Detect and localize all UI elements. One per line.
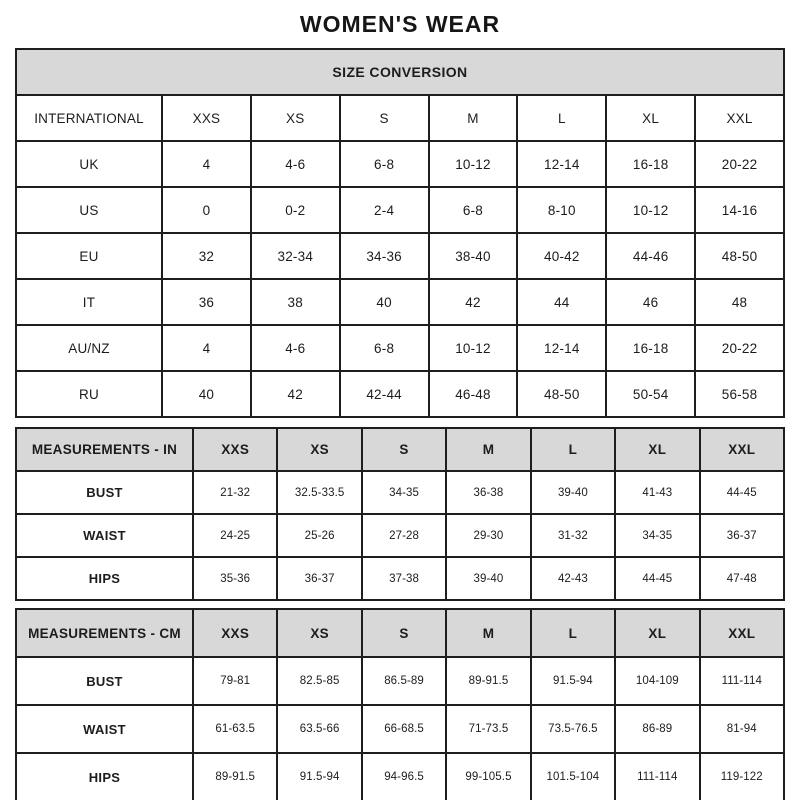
size-conversion-body [16,49,784,417]
value-cell: 4-6 [251,325,340,371]
size-conversion-table [15,48,785,418]
table-row [16,705,784,753]
value-cell: 86.5-89 [362,657,446,705]
row-label-cell: WAIST [16,705,193,753]
measure-header-row [16,428,784,471]
row-label-cell: HIPS [16,557,193,600]
table-header-row [16,49,784,95]
value-cell: 10-12 [429,141,518,187]
value-cell: 101.5-104 [531,753,615,800]
size-header-cell: M [446,428,530,471]
value-cell: 104-109 [615,657,699,705]
row-label-cell: RU [16,371,162,417]
value-cell: 38-40 [429,233,518,279]
value-cell: 39-40 [446,557,530,600]
value-cell: 8-10 [517,187,606,233]
value-cell: 42 [251,371,340,417]
value-cell: 42-44 [340,371,429,417]
value-cell: 99-105.5 [446,753,530,800]
value-cell: 47-48 [700,557,784,600]
value-cell: 25-26 [277,514,361,557]
size-header-cell: XL [615,609,699,657]
value-cell: 39-40 [531,471,615,514]
measure-header-row [16,609,784,657]
value-cell: 12-14 [517,325,606,371]
table-row [16,514,784,557]
value-cell: 29-30 [446,514,530,557]
value-cell: 12-14 [517,141,606,187]
size-column-header-cell: L [517,95,606,141]
value-cell: 61-63.5 [193,705,277,753]
size-column-header-cell: S [340,95,429,141]
measurements-cm-table [15,608,785,800]
value-cell: 41-43 [615,471,699,514]
value-cell: 86-89 [615,705,699,753]
value-cell: 94-96.5 [362,753,446,800]
value-cell: 4-6 [251,141,340,187]
row-label-cell: HIPS [16,753,193,800]
value-cell: 40 [162,371,251,417]
value-cell: 44-46 [606,233,695,279]
value-cell: 48 [695,279,784,325]
value-cell: 44-45 [615,557,699,600]
value-cell: 111-114 [700,657,784,705]
value-cell: 36-38 [446,471,530,514]
value-cell: 32 [162,233,251,279]
size-column-header-cell: XS [251,95,340,141]
table-row [16,141,784,187]
value-cell: 66-68.5 [362,705,446,753]
measurements-in-table [15,427,785,601]
value-cell: 36-37 [277,557,361,600]
size-header-cell: XXS [193,428,277,471]
size-column-header-cell: XL [606,95,695,141]
value-cell: 40 [340,279,429,325]
value-cell: 27-28 [362,514,446,557]
value-cell: 91.5-94 [531,657,615,705]
value-cell: 31-32 [531,514,615,557]
value-cell: 6-8 [429,187,518,233]
size-header-cell: S [362,609,446,657]
value-cell: 71-73.5 [446,705,530,753]
value-cell: 63.5-66 [277,705,361,753]
size-header-cell: XS [277,428,361,471]
value-cell: 48-50 [695,233,784,279]
size-header-cell: XXL [700,609,784,657]
value-cell: 37-38 [362,557,446,600]
table-title-cell: SIZE CONVERSION [16,49,784,95]
value-cell: 89-91.5 [193,753,277,800]
value-cell: 42-43 [531,557,615,600]
value-cell: 6-8 [340,141,429,187]
row-label-cell: UK [16,141,162,187]
value-cell: 16-18 [606,141,695,187]
value-cell: 34-35 [615,514,699,557]
value-cell: 46-48 [429,371,518,417]
page-title: WOMEN'S WEAR [299,11,501,37]
size-column-header-cell: XXL [695,95,784,141]
value-cell: 20-22 [695,325,784,371]
value-cell: 21-32 [193,471,277,514]
size-header-cell: L [531,428,615,471]
value-cell: 34-35 [362,471,446,514]
value-cell: 24-25 [193,514,277,557]
column-header-row [16,95,784,141]
value-cell: 81-94 [700,705,784,753]
value-cell: 73.5-76.5 [531,705,615,753]
value-cell: 0 [162,187,251,233]
size-header-cell: L [531,609,615,657]
value-cell: 119-122 [700,753,784,800]
value-cell: 4 [162,141,251,187]
row-label-cell: WAIST [16,514,193,557]
value-cell: 44-45 [700,471,784,514]
row-label-cell: US [16,187,162,233]
value-cell: 42 [429,279,518,325]
table-row [16,233,784,279]
size-column-header-cell: XXS [162,95,251,141]
value-cell: 10-12 [429,325,518,371]
value-cell: 6-8 [340,325,429,371]
value-cell: 0-2 [251,187,340,233]
value-cell: 2-4 [340,187,429,233]
value-cell: 111-114 [615,753,699,800]
value-cell: 36 [162,279,251,325]
size-column-header-cell: M [429,95,518,141]
size-header-cell: XXS [193,609,277,657]
row-label-cell: BUST [16,471,193,514]
value-cell: 38 [251,279,340,325]
value-cell: 48-50 [517,371,606,417]
value-cell: 34-36 [340,233,429,279]
value-cell: 4 [162,325,251,371]
size-header-cell: XS [277,609,361,657]
value-cell: 36-37 [700,514,784,557]
value-cell: 79-81 [193,657,277,705]
value-cell: 20-22 [695,141,784,187]
value-cell: 56-58 [695,371,784,417]
value-cell: 16-18 [606,325,695,371]
value-cell: 35-36 [193,557,277,600]
row-label-cell: AU/NZ [16,325,162,371]
row-label-cell: IT [16,279,162,325]
value-cell: 10-12 [606,187,695,233]
table-gap [15,418,785,427]
table-row [16,325,784,371]
value-cell: 44 [517,279,606,325]
table-row [16,279,784,325]
value-cell: 46 [606,279,695,325]
table-row [16,557,784,600]
system-column-header-cell: INTERNATIONAL [16,95,162,141]
table-row [16,753,784,800]
size-header-cell: S [362,428,446,471]
measure-title-cell: MEASUREMENTS - IN [16,428,193,471]
size-header-cell: XXL [700,428,784,471]
value-cell: 14-16 [695,187,784,233]
value-cell: 50-54 [606,371,695,417]
value-cell: 32.5-33.5 [277,471,361,514]
row-label-cell: EU [16,233,162,279]
table-row [16,471,784,514]
value-cell: 32-34 [251,233,340,279]
value-cell: 91.5-94 [277,753,361,800]
table-gap [15,601,785,608]
measurements-cm-body [16,609,784,800]
value-cell: 40-42 [517,233,606,279]
table-row [16,371,784,417]
value-cell: 89-91.5 [446,657,530,705]
row-label-cell: BUST [16,657,193,705]
measurements-in-body [16,428,784,600]
size-header-cell: M [446,609,530,657]
value-cell: 82.5-85 [277,657,361,705]
measure-title-cell: MEASUREMENTS - CM [16,609,193,657]
table-row [16,187,784,233]
size-header-cell: XL [615,428,699,471]
table-row [16,657,784,705]
